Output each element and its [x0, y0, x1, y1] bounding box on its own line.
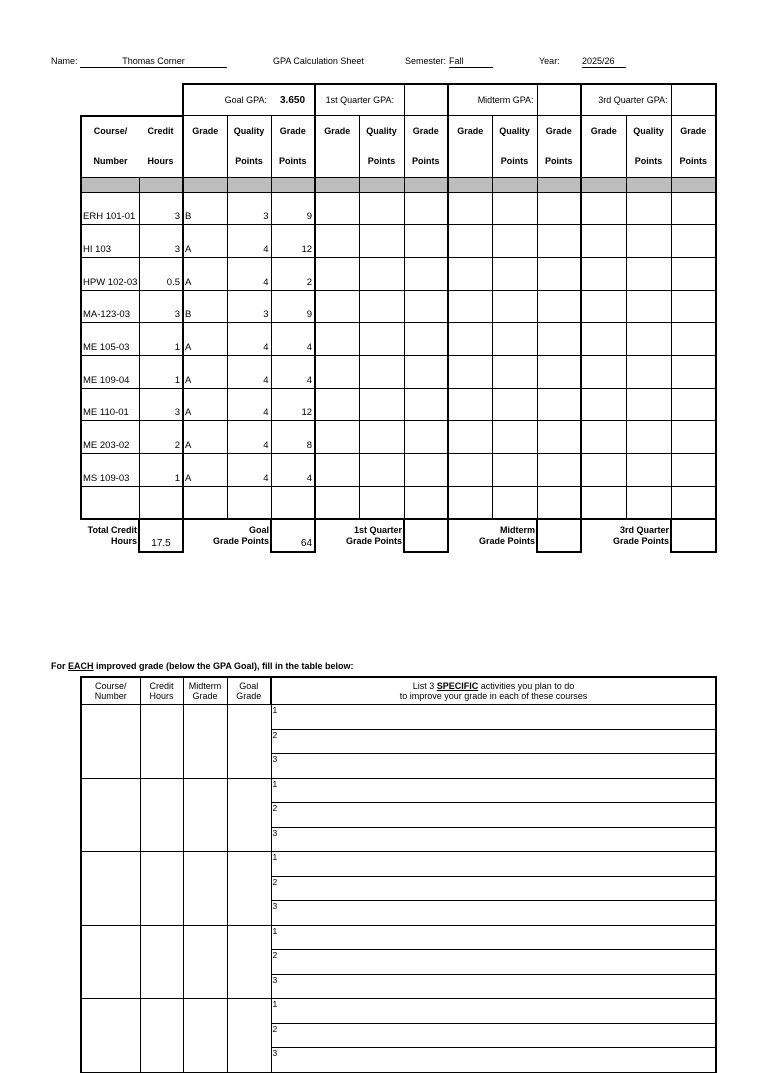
improve-row	[81, 778, 716, 803]
credit-cell[interactable]: 2	[139, 421, 183, 454]
empty-cell[interactable]	[315, 290, 359, 323]
improve-credit-cell[interactable]	[140, 999, 183, 1073]
q1-gradepoints-header: Grade	[404, 116, 448, 147]
empty-cell[interactable]	[671, 388, 716, 421]
col-grade-header: Grade	[183, 116, 227, 147]
course-cell[interactable]: MS 109-03	[81, 454, 139, 487]
empty-cell[interactable]	[626, 421, 671, 454]
col-course-header: Course/	[81, 116, 139, 147]
empty-cell[interactable]	[492, 388, 537, 421]
improve-row	[81, 705, 716, 730]
empty-cell[interactable]	[671, 192, 716, 225]
activity-cell[interactable]: 2	[271, 950, 716, 975]
improvement-table	[80, 676, 717, 1073]
quality-cell[interactable]: 4	[227, 323, 271, 356]
quality-cell[interactable]: 4	[227, 257, 271, 290]
q3-gpa-label: 3rd Quarter GPA:	[581, 84, 671, 116]
q1-gpa-value[interactable]	[404, 84, 448, 116]
grade-cell[interactable]: A	[183, 388, 227, 421]
improve-course-header: Course/ Number	[81, 677, 140, 705]
empty-cell[interactable]	[581, 421, 626, 454]
empty-cell[interactable]	[359, 192, 404, 225]
activity-cell[interactable]: 1	[271, 999, 716, 1024]
empty-cell[interactable]	[581, 454, 626, 487]
improve-credit-cell[interactable]	[140, 852, 183, 926]
credit-cell[interactable]: 3	[139, 388, 183, 421]
q1-quality-header: Quality	[359, 116, 404, 147]
gradepoints-cell[interactable]: 4	[271, 355, 315, 388]
table-row	[81, 355, 716, 388]
empty-cell[interactable]	[626, 290, 671, 323]
table-row	[81, 388, 716, 421]
q3-gradepoints-header-2: Points	[671, 147, 716, 178]
improve-activities-header: List 3 SPECIFIC activities you plan to do to improve your grade in each of these courses	[271, 677, 716, 705]
improve-goal-cell[interactable]	[227, 705, 271, 779]
q1-grade-header: Grade	[315, 116, 359, 147]
semester-label: Semester:	[405, 56, 447, 66]
empty-cell[interactable]	[671, 323, 716, 356]
gradepoints-cell[interactable]: 4	[271, 454, 315, 487]
q1-quality-header-2: Points	[359, 147, 404, 178]
q3-grade-header: Grade	[581, 116, 626, 147]
year-label: Year:	[539, 56, 560, 66]
mid-grade-header: Grade	[448, 116, 492, 147]
empty-cell[interactable]	[492, 421, 537, 454]
course-cell[interactable]: MA-123-03	[81, 290, 139, 323]
empty-cell[interactable]	[359, 323, 404, 356]
empty-cell[interactable]	[404, 192, 448, 225]
improve-course-cell[interactable]	[81, 778, 140, 852]
improve-row	[81, 852, 716, 877]
empty-cell[interactable]	[537, 454, 581, 487]
empty-cell[interactable]	[359, 225, 404, 258]
mid-quality-header-2: Points	[492, 147, 537, 178]
empty-cell[interactable]	[404, 225, 448, 258]
empty-cell[interactable]	[537, 421, 581, 454]
col-quality-header-2: Points	[227, 147, 271, 178]
empty-cell[interactable]	[315, 225, 359, 258]
course-cell[interactable]: ME 110-01	[81, 388, 139, 421]
improve-credit-cell[interactable]	[140, 925, 183, 999]
empty-cell[interactable]	[315, 192, 359, 225]
empty-cell[interactable]	[492, 290, 537, 323]
empty-cell[interactable]	[404, 290, 448, 323]
activity-cell[interactable]: 3	[271, 827, 716, 852]
credit-cell[interactable]: 1	[139, 454, 183, 487]
empty-cell[interactable]	[448, 454, 492, 487]
q3-quality-header: Quality	[626, 116, 671, 147]
q1-gradepoints-value[interactable]	[404, 519, 448, 552]
activity-cell[interactable]: 2	[271, 876, 716, 901]
empty-cell[interactable]	[671, 225, 716, 258]
gradepoints-cell[interactable]: 4	[271, 323, 315, 356]
empty-cell[interactable]	[492, 323, 537, 356]
empty-cell[interactable]	[671, 421, 716, 454]
q3-gradepoints-header: Grade	[671, 116, 716, 147]
empty-cell[interactable]	[581, 257, 626, 290]
quality-cell[interactable]: 3	[227, 192, 271, 225]
credit-cell[interactable]: 3	[139, 192, 183, 225]
col-quality-header: Quality	[227, 116, 271, 147]
course-cell[interactable]: ME 109-04	[81, 355, 139, 388]
empty-cell[interactable]	[671, 257, 716, 290]
improve-row	[81, 925, 716, 950]
improve-midterm-cell[interactable]	[183, 925, 227, 999]
grade-cell[interactable]: A	[183, 225, 227, 258]
activity-cell[interactable]: 2	[271, 1023, 716, 1048]
empty-cell[interactable]	[359, 454, 404, 487]
empty-cell[interactable]	[581, 388, 626, 421]
empty-cell[interactable]	[315, 323, 359, 356]
semester-field[interactable]: Fall	[449, 55, 493, 68]
midterm-gradepoints-value[interactable]	[537, 519, 581, 552]
empty-cell[interactable]	[404, 454, 448, 487]
table-row	[81, 225, 716, 258]
q3-gradepoints-value[interactable]	[671, 519, 716, 552]
empty-cell[interactable]	[581, 290, 626, 323]
credit-cell[interactable]: 1	[139, 355, 183, 388]
quality-cell[interactable]: 4	[227, 388, 271, 421]
empty-cell[interactable]	[626, 225, 671, 258]
name-label: Name:	[51, 56, 78, 66]
empty-cell[interactable]	[404, 323, 448, 356]
empty-cell[interactable]	[448, 257, 492, 290]
activity-cell[interactable]: 3	[271, 901, 716, 926]
empty-cell[interactable]	[315, 355, 359, 388]
activity-cell[interactable]: 3	[271, 1048, 716, 1073]
col-credit-header: Credit	[139, 116, 183, 147]
empty-cell[interactable]	[492, 192, 537, 225]
q1-gradepoints-header-2: Points	[404, 147, 448, 178]
empty-cell[interactable]	[448, 421, 492, 454]
gradepoints-cell[interactable]: 9	[271, 192, 315, 225]
empty-cell[interactable]	[448, 355, 492, 388]
empty-cell[interactable]	[448, 225, 492, 258]
empty-cell[interactable]	[492, 257, 537, 290]
empty-cell[interactable]	[537, 257, 581, 290]
improve-goal-cell[interactable]	[227, 852, 271, 926]
gpa-table	[80, 83, 717, 553]
quality-cell[interactable]: 4	[227, 225, 271, 258]
empty-cell[interactable]	[359, 355, 404, 388]
mid-quality-header: Quality	[492, 116, 537, 147]
empty-cell[interactable]	[671, 290, 716, 323]
empty-cell[interactable]	[359, 421, 404, 454]
improve-course-cell[interactable]	[81, 852, 140, 926]
year-field[interactable]: 2025/26	[582, 55, 626, 68]
empty-cell[interactable]	[359, 290, 404, 323]
goal-gradepoints-label: Goal Grade Points	[183, 519, 271, 552]
quality-cell[interactable]: 4	[227, 355, 271, 388]
improve-midterm-cell[interactable]	[183, 705, 227, 779]
improve-credit-header: Credit Hours	[140, 677, 183, 705]
table-row	[81, 454, 716, 487]
improve-midterm-cell[interactable]	[183, 999, 227, 1073]
grade-cell[interactable]: A	[183, 421, 227, 454]
course-cell[interactable]: ME 105-03	[81, 323, 139, 356]
midterm-gpa-label: Midterm GPA:	[448, 84, 537, 116]
gradepoints-cell[interactable]: 9	[271, 290, 315, 323]
goal-gpa-label: Goal GPA:	[183, 84, 271, 116]
credit-cell[interactable]: 3	[139, 225, 183, 258]
empty-cell[interactable]	[537, 355, 581, 388]
table-row	[81, 421, 716, 454]
col-gradepoints-header: Grade	[271, 116, 315, 147]
improve-midterm-cell[interactable]	[183, 778, 227, 852]
empty-cell[interactable]	[448, 388, 492, 421]
activity-cell[interactable]: 1	[271, 925, 716, 950]
activity-cell[interactable]: 2	[271, 729, 716, 754]
activity-cell[interactable]: 3	[271, 974, 716, 999]
empty-cell[interactable]	[492, 225, 537, 258]
empty-cell[interactable]	[671, 355, 716, 388]
empty-cell[interactable]	[492, 454, 537, 487]
empty-cell[interactable]	[581, 355, 626, 388]
gray-separator-row	[81, 177, 716, 192]
course-cell[interactable]: HPW 102-03	[81, 257, 139, 290]
empty-cell[interactable]	[626, 388, 671, 421]
total-credit-value[interactable]: 17.5	[139, 519, 183, 552]
quality-cell[interactable]: 3	[227, 290, 271, 323]
empty-cell[interactable]	[315, 388, 359, 421]
activity-cell[interactable]: 3	[271, 754, 716, 779]
table-row	[81, 323, 716, 356]
improve-row	[81, 999, 716, 1024]
credit-cell[interactable]: 3	[139, 290, 183, 323]
grade-cell[interactable]: A	[183, 323, 227, 356]
empty-cell[interactable]	[492, 355, 537, 388]
improve-midterm-cell[interactable]	[183, 852, 227, 926]
empty-cell[interactable]	[626, 355, 671, 388]
empty-cell[interactable]	[404, 421, 448, 454]
midterm-gpa-value[interactable]	[537, 84, 581, 116]
empty-cell[interactable]	[315, 421, 359, 454]
improve-credit-cell[interactable]	[140, 705, 183, 779]
gradepoints-cell[interactable]: 12	[271, 225, 315, 258]
improve-credit-cell[interactable]	[140, 778, 183, 852]
q3-quality-header-2: Points	[626, 147, 671, 178]
improve-course-cell[interactable]	[81, 705, 140, 779]
grade-cell[interactable]: A	[183, 454, 227, 487]
improve-goal-header: Goal Grade	[227, 677, 271, 705]
empty-cell[interactable]	[448, 323, 492, 356]
empty-cell[interactable]	[315, 454, 359, 487]
empty-cell[interactable]	[537, 225, 581, 258]
improve-midterm-header: Midterm Grade	[183, 677, 227, 705]
empty-cell[interactable]	[581, 225, 626, 258]
empty-cell[interactable]	[581, 192, 626, 225]
gradepoints-cell[interactable]: 2	[271, 257, 315, 290]
improve-goal-cell[interactable]	[227, 999, 271, 1073]
empty-cell[interactable]	[315, 257, 359, 290]
empty-cell[interactable]	[626, 257, 671, 290]
goal-gpa-value[interactable]: 3.650	[271, 84, 315, 116]
improve-intro: For EACH improved grade (below the GPA Goal), fill in the table below:	[51, 661, 354, 671]
improve-goal-cell[interactable]	[227, 778, 271, 852]
mid-gradepoints-header-2: Points	[537, 147, 581, 178]
improve-course-cell[interactable]	[81, 999, 140, 1073]
course-cell[interactable]: ME 203-02	[81, 421, 139, 454]
page-title: GPA Calculation Sheet	[273, 56, 364, 66]
grade-cell[interactable]: A	[183, 257, 227, 290]
empty-cell[interactable]	[404, 355, 448, 388]
table-row	[81, 192, 716, 225]
empty-cell[interactable]	[671, 454, 716, 487]
mid-gradepoints-header: Grade	[537, 116, 581, 147]
grade-cell[interactable]: B	[183, 192, 227, 225]
empty-cell[interactable]	[448, 290, 492, 323]
q1-gradepoints-label: 1st Quarter Grade Points	[315, 519, 404, 552]
empty-cell[interactable]	[448, 192, 492, 225]
credit-cell[interactable]: 1	[139, 323, 183, 356]
empty-cell[interactable]	[404, 388, 448, 421]
q1-gpa-label: 1st Quarter GPA:	[315, 84, 404, 116]
grade-cell[interactable]: A	[183, 355, 227, 388]
quality-cell[interactable]: 4	[227, 421, 271, 454]
midterm-gradepoints-label: Midterm Grade Points	[448, 519, 537, 552]
activity-cell[interactable]: 1	[271, 852, 716, 877]
course-cell[interactable]: HI 103	[81, 225, 139, 258]
col-course-header-2: Number	[81, 147, 139, 178]
activity-cell[interactable]: 1	[271, 705, 716, 730]
empty-cell[interactable]	[537, 290, 581, 323]
name-field[interactable]: Thomas Corner	[80, 55, 227, 68]
q3-gradepoints-label: 3rd Quarter Grade Points	[581, 519, 671, 552]
quality-cell[interactable]: 4	[227, 454, 271, 487]
col-gradepoints-header-2: Points	[271, 147, 315, 178]
gradepoints-cell[interactable]: 12	[271, 388, 315, 421]
goal-gradepoints-value[interactable]: 64	[271, 519, 315, 552]
gradepoints-cell[interactable]: 8	[271, 421, 315, 454]
total-credit-label: Total Credit Hours	[81, 519, 139, 552]
improve-goal-cell[interactable]	[227, 925, 271, 999]
empty-cell[interactable]	[404, 257, 448, 290]
grade-cell[interactable]: B	[183, 290, 227, 323]
empty-cell[interactable]	[359, 388, 404, 421]
q3-gpa-value[interactable]	[671, 84, 716, 116]
course-cell[interactable]: ERH 101-01	[81, 192, 139, 225]
empty-cell[interactable]	[626, 323, 671, 356]
credit-cell[interactable]: 0.5	[139, 257, 183, 290]
empty-cell[interactable]	[537, 323, 581, 356]
improve-course-cell[interactable]	[81, 925, 140, 999]
activity-cell[interactable]: 2	[271, 803, 716, 828]
table-row	[81, 257, 716, 290]
empty-cell[interactable]	[537, 388, 581, 421]
empty-cell[interactable]	[359, 257, 404, 290]
empty-cell[interactable]	[581, 323, 626, 356]
blank-row	[81, 486, 716, 519]
empty-cell[interactable]	[626, 454, 671, 487]
activity-cell[interactable]: 1	[271, 778, 716, 803]
table-row	[81, 290, 716, 323]
empty-cell[interactable]	[537, 192, 581, 225]
empty-cell[interactable]	[626, 192, 671, 225]
col-credit-header-2: Hours	[139, 147, 183, 178]
